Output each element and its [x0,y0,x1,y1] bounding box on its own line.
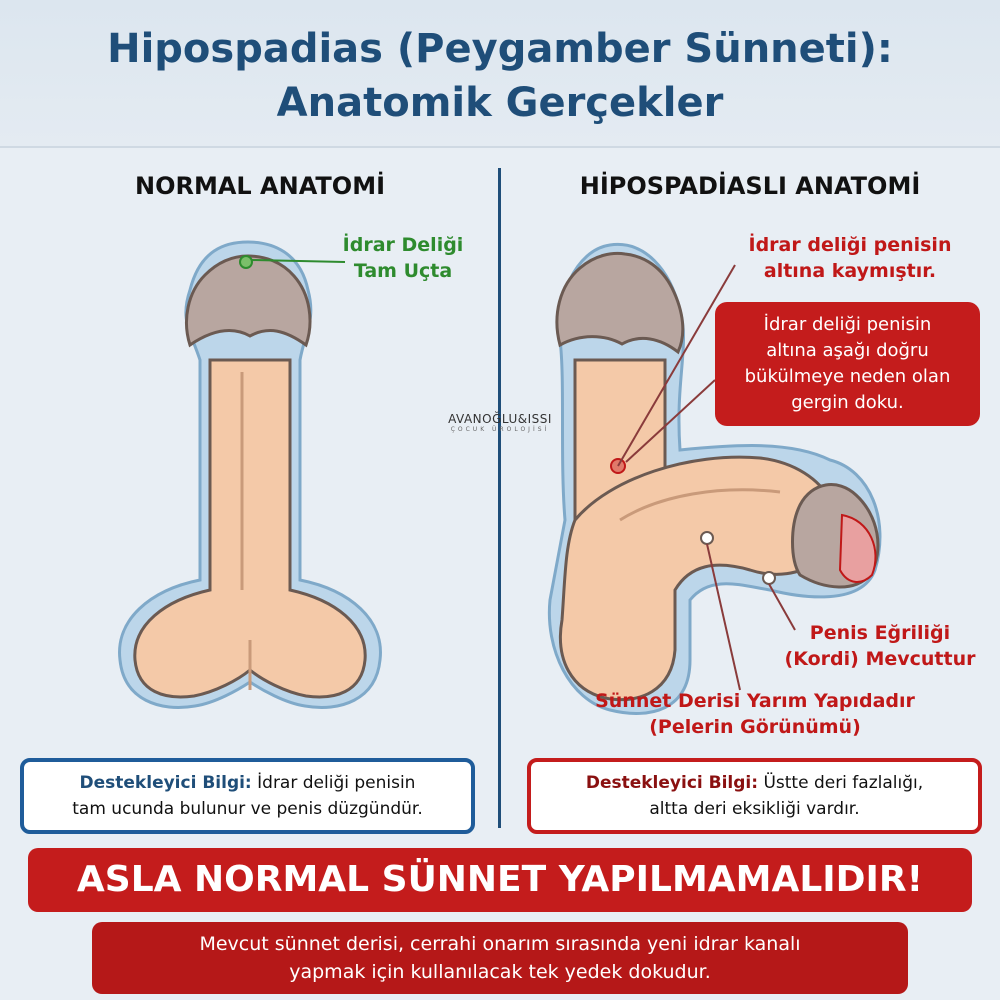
normal-supporting-info: Destekleyici Bilgi: İdrar deliği penisin tam ucunda bulunur ve penis düzgündür. [20,758,475,834]
clinic-logo: AVANOĞLU&ISSI ÇOCUK ÜROLOJİSİ [448,412,552,433]
footer-note: Mevcut sünnet derisi, cerrahi onarım sırasında yeni idrar kanalı yapmak için kullanılacak tek yedek dokudur. [92,922,908,994]
normal-anatomy-heading: NORMAL ANATOMİ [134,172,386,200]
chordee-label: Penis Eğriliği (Kordi) Mevcuttur [784,622,976,670]
urethral-opening-tip-label: İdrar Deliği Tam Uçta [342,234,464,282]
hypospadias-anatomy-heading: HİPOSPADİASLI ANATOMİ [579,172,921,200]
hooded-foreskin-label: Sünnet Derisi Yarım Yapıdadır (Pelerin Görünümü) [595,690,915,738]
page-title-line1: Hipospadias (Peygamber Sünneti): [107,26,893,72]
hypospadias-supporting-info: Destekleyici Bilgi: Üstte deri fazlalığı, altta deri eksikliği vardır. [527,758,982,834]
tight-tissue-info-box: İdrar deliği penisin altına aşağı doğru bükülmeye neden olan gergin doku. [715,302,980,426]
displaced-opening-label: İdrar deliği penisin altına kaymıştır. [748,234,952,282]
warning-banner: ASLA NORMAL SÜNNET YAPILMAMALIDIR! [28,848,972,912]
normal-penis-illustration [120,242,381,707]
page-title-line2: Anatomik Gerçekler [276,80,724,126]
